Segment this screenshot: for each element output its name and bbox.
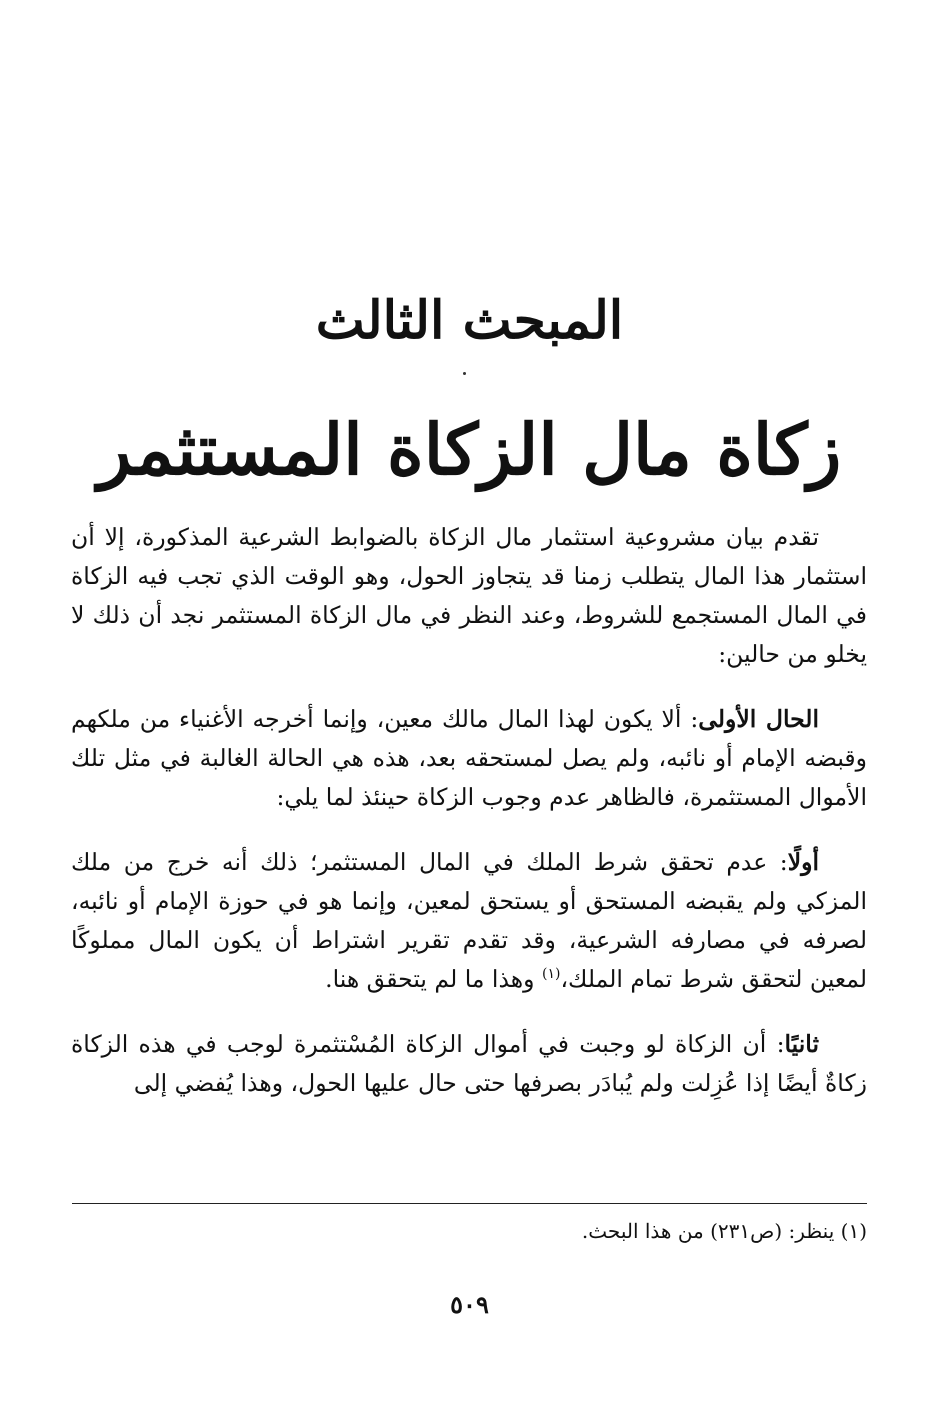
footnote: (١) ينظر: (ص٢٣١) من هذا البحث. (581, 1219, 867, 1243)
body-text (71, 518, 867, 1129)
second-reason-paragraph (71, 1025, 867, 1103)
first-reason-text: : عدم تحقق شرط الملك في المال المستثمر؛ ذلك أنه خرج من ملك المزكي ولم يقبضه المستحق أو يستحق لمعين، وإنما هو في حوزة الإمام أو نائبه، لصرفه في مصارفه الشرعية، وقد تقدم تقرير اشتراط أن يكون المال مملوكًا لمعين لتحقق شرط تمام الملك، (71, 848, 867, 993)
ornament-dot (463, 372, 466, 375)
intro-paragraph: تقدم بيان مشروعية استثمار مال الزكاة بالضوابط الشرعية المذكورة، إلا أن استثمار هذا المال يتطلب زمنا قد يتجاوز الحول، وهو الوقت الذي تجب فيه الزكاة في المال المستجمع للشروط، وعند النظر في مال الزكاة المستثمر نجد أن ذلك لا يخلو من حالين: (71, 523, 867, 668)
second-reason-lead: ثانيًا (784, 1030, 819, 1058)
chapter-title: زكاة مال الزكاة المستثمر (97, 408, 842, 491)
first-reason-paragraph (71, 843, 867, 999)
first-reason-lead: أولًا (787, 848, 819, 876)
first-reason-tail: وهذا ما لم يتحقق هنا. (325, 965, 542, 993)
section-label: المبحث الثالث (315, 290, 624, 351)
footnote-divider (72, 1203, 867, 1204)
footnote-ref[interactable]: (١) (542, 966, 561, 983)
case-one-text: : ألا يكون لهذا المال مالك معين، وإنما أخرجه الأغنياء من ملكهم وقبضه الإمام أو نائبه، ولم يصل لمستحقه بعد، هذه هي الحالة الغالبة في مثل تلك الأموال المستثمرة، فالظاهر عدم وجوب الزكاة حينئذ لما يلي: (71, 705, 867, 811)
case-one-lead: الحال الأولى (698, 705, 819, 733)
case-one-paragraph (71, 700, 867, 817)
page-number: ٥٠٩ (450, 1290, 489, 1319)
second-reason-text: : أن الزكاة لو وجبت في أموال الزكاة المُسْتثمرة لوجب في هذه الزكاة زكاةٌ أيضًا إذا عُزِلت ولم يُبادَر بصرفها حتى حال عليها الحول، وهذا يُفضي إلى (71, 1030, 867, 1097)
